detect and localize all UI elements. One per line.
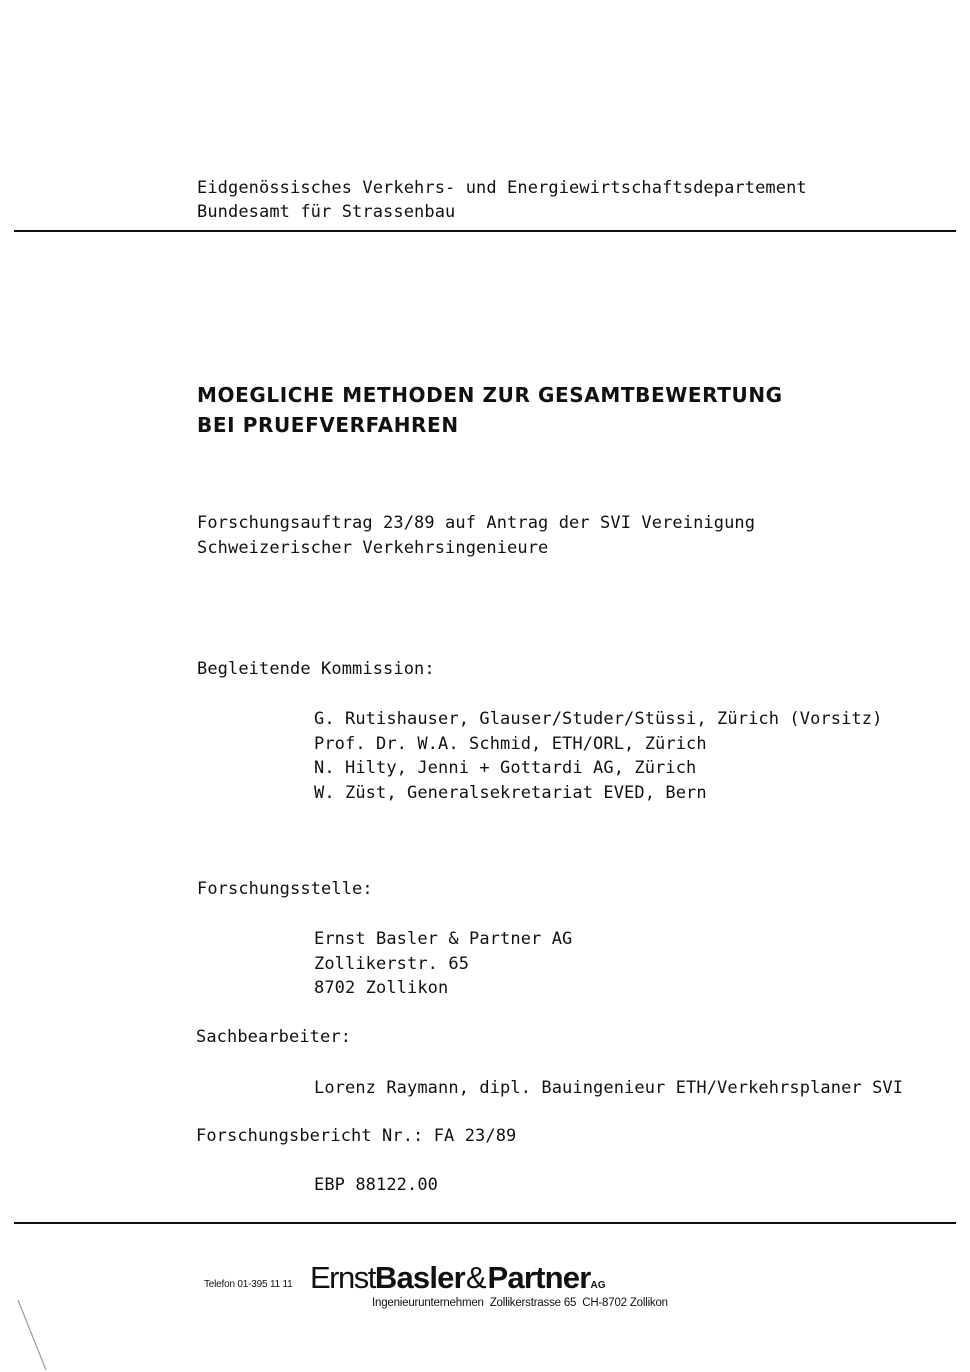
top-divider [14, 230, 956, 232]
logo-ernst: Ernst [310, 1260, 375, 1295]
logo-partner: Partner [487, 1260, 591, 1295]
office-name: Bundesamt für Strassenbau [197, 202, 456, 222]
department-name: Eidgenössisches Verkehrs- und Energiewirtschaftsdepartement [197, 178, 807, 198]
report-number: Forschungsbericht Nr.: FA 23/89 [196, 1126, 517, 1146]
title-line-2: BEI PRUEFVERFAHREN [197, 413, 459, 437]
logo-basler: Basler [374, 1260, 465, 1295]
footer-address: Ingenieurunternehmen Zollikerstrasse 65 CH-8702 Zollikon [372, 1297, 668, 1309]
footer-telephone: Telefon 01-395 11 11 [204, 1279, 293, 1290]
commission-member: N. Hilty, Jenni + Gottardi AG, Zürich [314, 758, 697, 778]
research-order-line-2: Schweizerischer Verkehrsingenieure [197, 538, 549, 558]
research-body-street: Zollikerstr. 65 [314, 954, 470, 974]
research-body-name: Ernst Basler & Partner AG [314, 929, 573, 949]
case-officer-label: Sachbearbeiter: [196, 1027, 352, 1047]
research-body-city: 8702 Zollikon [314, 978, 449, 998]
case-officer-name: Lorenz Raymann, dipl. Bauingenieur ETH/Verkehrsplaner SVI [314, 1078, 904, 1098]
commission-member: W. Züst, Generalsekretariat EVED, Bern [314, 783, 707, 803]
ebp-number: EBP 88122.00 [314, 1175, 439, 1195]
title-line-1: MOEGLICHE METHODEN ZUR GESAMTBEWERTUNG [197, 383, 783, 407]
research-body-label: Forschungsstelle: [197, 879, 373, 899]
commission-label: Begleitende Kommission: [197, 659, 435, 679]
logo-ampersand: & [465, 1260, 487, 1295]
commission-member: Prof. Dr. W.A. Schmid, ETH/ORL, Zürich [314, 734, 707, 754]
logo-ag: AG [590, 1280, 606, 1291]
scan-mark [0, 1300, 60, 1372]
document-title [197, 380, 783, 440]
commission-member: G. Rutishauser, Glauser/Studer/Stüssi, Zürich (Vorsitz) [314, 709, 883, 729]
research-order-line-1: Forschungsauftrag 23/89 auf Antrag der SVI Vereinigung [197, 513, 756, 533]
bottom-divider [14, 1222, 956, 1224]
